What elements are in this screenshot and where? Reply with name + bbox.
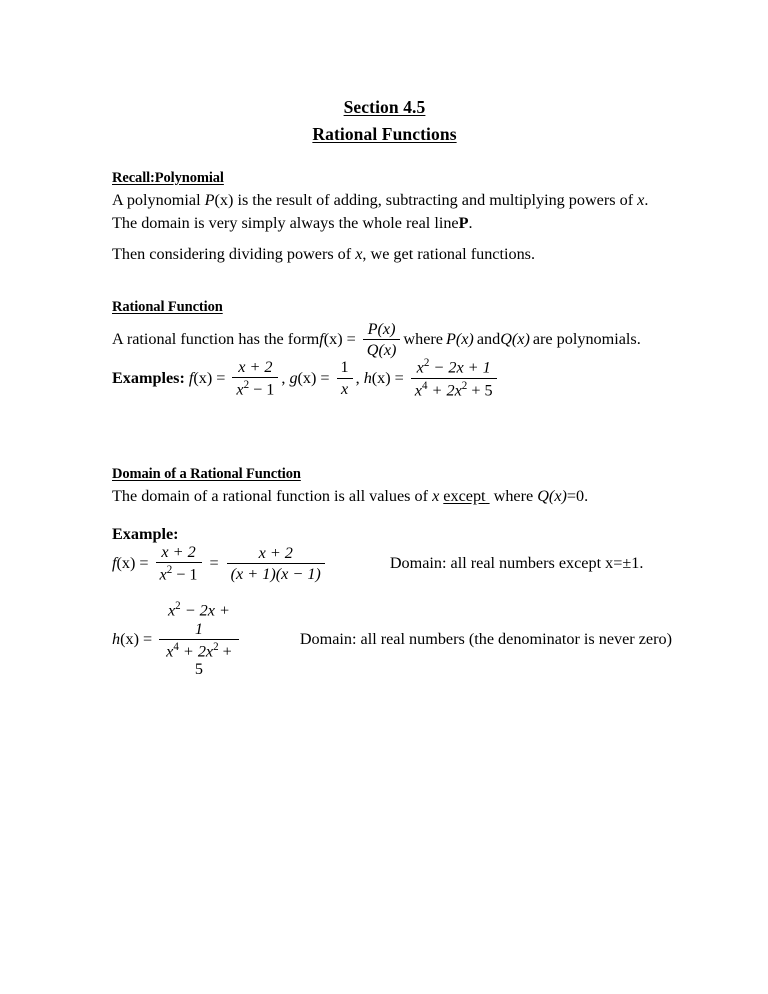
domain-eq1-fraction-b [227, 544, 325, 583]
domain-eq2-den-base: x [166, 642, 174, 661]
domain-eq2-den-exp: 4 [173, 640, 179, 653]
domain-eq2-num-exp: 2 [175, 600, 181, 612]
example-2-equals: = [320, 368, 330, 387]
domain-eq1-den-a-rest: − 1 [172, 565, 198, 584]
recall-text-1: A polynomial [112, 191, 205, 209]
rational-function-heading: Rational Function [112, 299, 223, 315]
example-2-denominator: x [337, 378, 353, 398]
recall-paren-x: (x) [214, 191, 234, 209]
domain-eq1-equals: = [139, 553, 149, 572]
domain-eq1-num-b: x + 2 [258, 543, 293, 562]
example-2-fraction [337, 358, 353, 397]
domain-eq2-num-rest: − 2x + 1 [180, 601, 230, 638]
rf-numerator: P(x) [367, 320, 396, 338]
recall-symbol-real-line: P [458, 214, 469, 232]
example-1-numerator: x + 2 [238, 357, 273, 376]
example-3-num-rest: − 2x + 1 [429, 358, 491, 377]
followup-var-x: x [355, 245, 363, 263]
example-2-numerator: 1 [340, 358, 349, 377]
examples-line [112, 357, 672, 399]
example-1-arg: (x) [193, 368, 213, 387]
rf-denominator: Q(x) [363, 339, 401, 359]
rf-where-text: where [403, 330, 443, 349]
title-line-topic [112, 121, 657, 148]
domain-eq2-num-base: x [167, 601, 176, 620]
example-3-name: h [363, 368, 372, 387]
domain-except-underlined: except [443, 487, 486, 505]
example-2-arg: (x) [297, 368, 317, 387]
domain-eq2-line [112, 600, 672, 678]
rf-f-arg: (x) [323, 330, 343, 349]
example-1-equals: = [216, 368, 226, 387]
example-separator-2: , [355, 368, 360, 387]
example-3-den-exp2: 2 [461, 379, 468, 392]
section-domain [112, 466, 657, 508]
example-1-denominator [232, 377, 278, 399]
rational-function-form-line [112, 320, 672, 359]
domain-eq2-den-mid: + 2x [178, 642, 214, 661]
title-line-section [112, 94, 657, 121]
domain-example-equation-2 [112, 600, 672, 678]
domain-eq2-den-exp2: 2 [213, 640, 219, 653]
rational-function-examples [112, 357, 672, 399]
example-3-den-mid: + 2x [427, 380, 462, 399]
document-title [112, 94, 657, 148]
domain-eq2-equals: = [142, 629, 153, 648]
example-3-num-base: x [416, 358, 424, 377]
recall-text-2: is the result of adding, subtracting and multiplying powers of [233, 191, 638, 209]
section-recall-polynomial [112, 170, 657, 235]
rf-lead-text: A rational function has the form [112, 330, 320, 349]
example-3-den-rest: + 5 [467, 380, 493, 399]
domain-heading: Domain of a Rational Function [112, 466, 301, 482]
recall-followup-body [112, 243, 657, 266]
rf-are-text: are polynomials. [532, 330, 641, 349]
example-3-numerator [411, 357, 497, 378]
domain-eq1-den-a-base: x [159, 565, 167, 584]
domain-eq2-fraction [159, 600, 239, 678]
domain-var-x: x [432, 487, 440, 505]
rational-function-definition [112, 320, 672, 359]
example-3-denominator [411, 378, 497, 400]
followup-text-2: , we get rational functions. [362, 245, 536, 263]
domain-text-2: where [489, 487, 538, 505]
domain-eq2-numerator [159, 600, 239, 639]
domain-text-1: The domain of a rational function is all values of [112, 487, 433, 505]
domain-eq1-den-a [156, 562, 202, 584]
domain-eq1-arg: (x) [116, 553, 136, 572]
domain-text-3: =0. [566, 487, 589, 505]
domain-eq2-arg: (x) [120, 629, 139, 648]
domain-eq2-note: Domain: all real numbers (the denominator is never zero) [299, 629, 672, 648]
title-topic-text: Rational Functions [312, 124, 457, 144]
domain-eq2-den-rest: + 5 [194, 642, 232, 679]
domain-eq1-den-b: (x + 1)(x − 1) [227, 563, 325, 583]
domain-example-equation-1 [112, 543, 672, 584]
examples-label: Examples [112, 368, 180, 387]
domain-eq1-line [112, 543, 672, 584]
recall-text-4: . [468, 214, 473, 232]
example-3-arg: (x) [371, 368, 391, 387]
rf-P-of-x: P(x) [445, 330, 474, 349]
example-3-equals: = [394, 368, 404, 387]
followup-text-1: Then considering dividing powers of [112, 245, 356, 263]
rf-f: f [319, 330, 324, 349]
domain-example-label: Example: [112, 525, 179, 543]
rf-and-text: and [476, 330, 501, 349]
recall-followup [112, 243, 657, 266]
domain-eq1-equals-2: = [209, 553, 219, 572]
example-1-fraction [232, 358, 278, 399]
rf-Q-of-x: Q(x) [500, 330, 530, 349]
example-1-den-exp: 2 [243, 378, 250, 391]
domain-eq2-denominator [159, 639, 239, 679]
domain-eq1-num-a: x + 2 [161, 543, 196, 561]
recall-text-3: . The domain is very simply always the whole real line [112, 191, 649, 232]
domain-eq1-name: f [112, 553, 117, 572]
example-1-den-base: x [236, 380, 244, 399]
rf-equals: = [346, 330, 356, 349]
example-3-den-base: x [414, 380, 422, 399]
example-3-fraction [411, 357, 497, 399]
example-3-num-exp: 2 [423, 357, 430, 369]
recall-body [112, 189, 657, 235]
example-1-den-rest: − 1 [249, 380, 275, 399]
domain-eq1-den-a-exp: 2 [166, 564, 173, 577]
example-2-name: g [289, 368, 298, 387]
domain-body [112, 485, 657, 508]
recall-var-x: x [637, 191, 645, 209]
example-3-den-exp: 4 [421, 379, 428, 392]
rf-fraction [363, 320, 401, 359]
recall-heading: Recall:Polynomial [112, 170, 224, 186]
example-separator-1: , [281, 368, 286, 387]
title-section-text: Section 4.5 [343, 97, 426, 117]
domain-eq1-note: Domain: all real numbers except x=±1. [389, 553, 644, 572]
domain-Q-of-x: Q(x) [537, 487, 567, 505]
section-rational-function [112, 299, 657, 316]
recall-var-P: P [204, 191, 215, 209]
examples-colon: : [179, 368, 185, 387]
example-1-name: f [188, 368, 194, 387]
domain-eq1-fraction-a [156, 543, 202, 584]
domain-eq2-name: h [112, 629, 121, 648]
